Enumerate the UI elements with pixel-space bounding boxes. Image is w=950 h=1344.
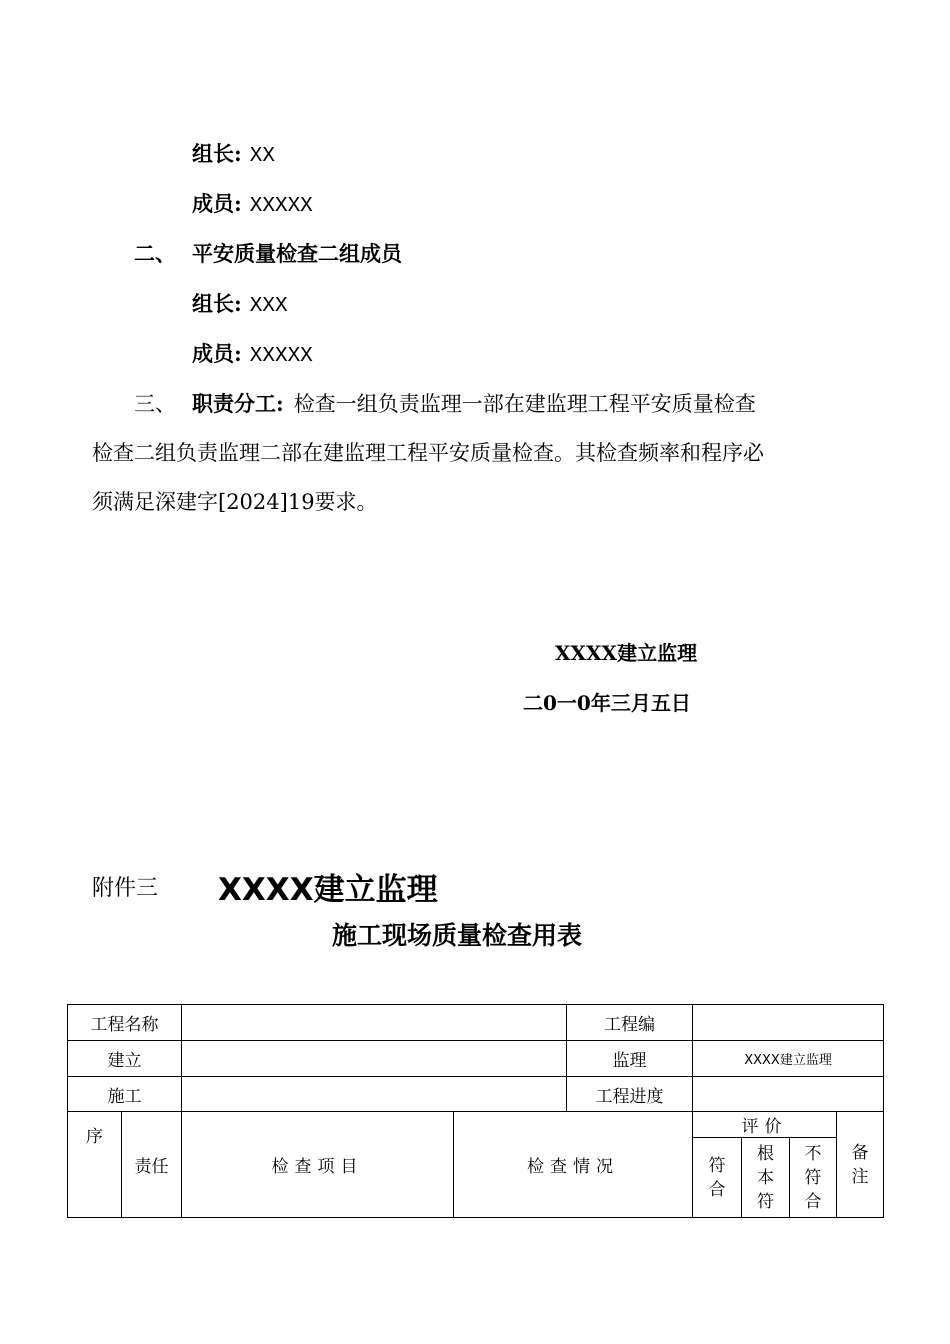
col-basic-conform-text: 根本符 — [757, 1143, 775, 1212]
supervision-value-text: XXXX建立监理 — [744, 1052, 832, 1068]
col-conform-text: 符合 — [708, 1155, 726, 1200]
supervision-label: 监理 — [567, 1041, 693, 1077]
group2-members-value: XXXXX — [249, 345, 313, 368]
col-item-header: 检查项目 — [182, 1112, 454, 1218]
supervision-value — [693, 1041, 884, 1077]
group2-leader-label: 组长: — [192, 291, 242, 316]
col-not-conform-text: 不符合 — [804, 1143, 822, 1212]
attachment-label: 附件三 — [92, 876, 159, 901]
group1-members-label: 成员: — [192, 191, 242, 216]
col-evaluation-header: 评价 — [693, 1112, 837, 1138]
group1-leader-value: XX — [249, 145, 275, 168]
group2-heading: 平安质量检查二组成员 — [192, 241, 402, 266]
project-name-label: 工程名称 — [68, 1005, 182, 1041]
construction-unit-cell[interactable] — [182, 1041, 567, 1077]
project-name-cell[interactable] — [182, 1005, 567, 1041]
col-not-conform-header — [790, 1138, 837, 1218]
col-remark-header — [837, 1112, 884, 1218]
signature-date: 二0一0年三月五日 — [523, 691, 691, 715]
progress-cell[interactable] — [693, 1077, 884, 1112]
group2-leader-line — [192, 288, 288, 318]
builder-label: 施工 — [68, 1077, 182, 1112]
section3-line2: 检查二组负责监理二部在建监理工程平安质量检查。其检查频率和程序必 — [92, 441, 764, 465]
form-header-row-top — [68, 1112, 884, 1138]
section3-line1: 检查一组负责监理一部在建监理工程平安质量检查 — [293, 392, 756, 416]
group1-leader-line — [192, 138, 275, 168]
col-remark-text: 备注 — [851, 1142, 869, 1187]
project-no-label: 工程编 — [567, 1005, 693, 1041]
col-seq-header: 序 — [68, 1112, 122, 1218]
construction-unit-label: 建立 — [68, 1041, 182, 1077]
group2-members-line — [192, 338, 313, 368]
section3-line3: 须满足深建字[2024]19要求。 — [92, 490, 378, 514]
group2-heading-num: 二、 — [134, 241, 176, 266]
attachment-company: XXXX建立监理 — [218, 872, 438, 908]
form-row-builder — [68, 1077, 884, 1112]
form-row-construction-unit — [68, 1041, 884, 1077]
section3-line1-wrap — [192, 388, 756, 418]
col-status-header: 检查情况 — [454, 1112, 693, 1218]
col-responsibility-header: 责任 — [122, 1112, 182, 1218]
form-title: 施工现场质量检查用表 — [332, 921, 583, 950]
form-row-project-name — [68, 1005, 884, 1041]
group1-members-line — [192, 188, 313, 218]
group2-leader-value: XXX — [249, 295, 288, 318]
project-no-cell[interactable] — [693, 1005, 884, 1041]
group1-leader-label: 组长: — [192, 141, 242, 166]
section3-label: 职责分工: — [192, 391, 284, 416]
quality-check-form — [67, 1004, 884, 1218]
builder-cell[interactable] — [182, 1077, 567, 1112]
signature-org: XXXX建立监理 — [555, 641, 698, 665]
progress-label: 工程进度 — [567, 1077, 693, 1112]
group2-members-label: 成员: — [192, 341, 242, 366]
section3-num: 三、 — [134, 392, 176, 416]
col-basic-conform-header — [742, 1138, 790, 1218]
group1-members-value: XXXXX — [249, 195, 313, 218]
col-conform-header — [693, 1138, 742, 1218]
